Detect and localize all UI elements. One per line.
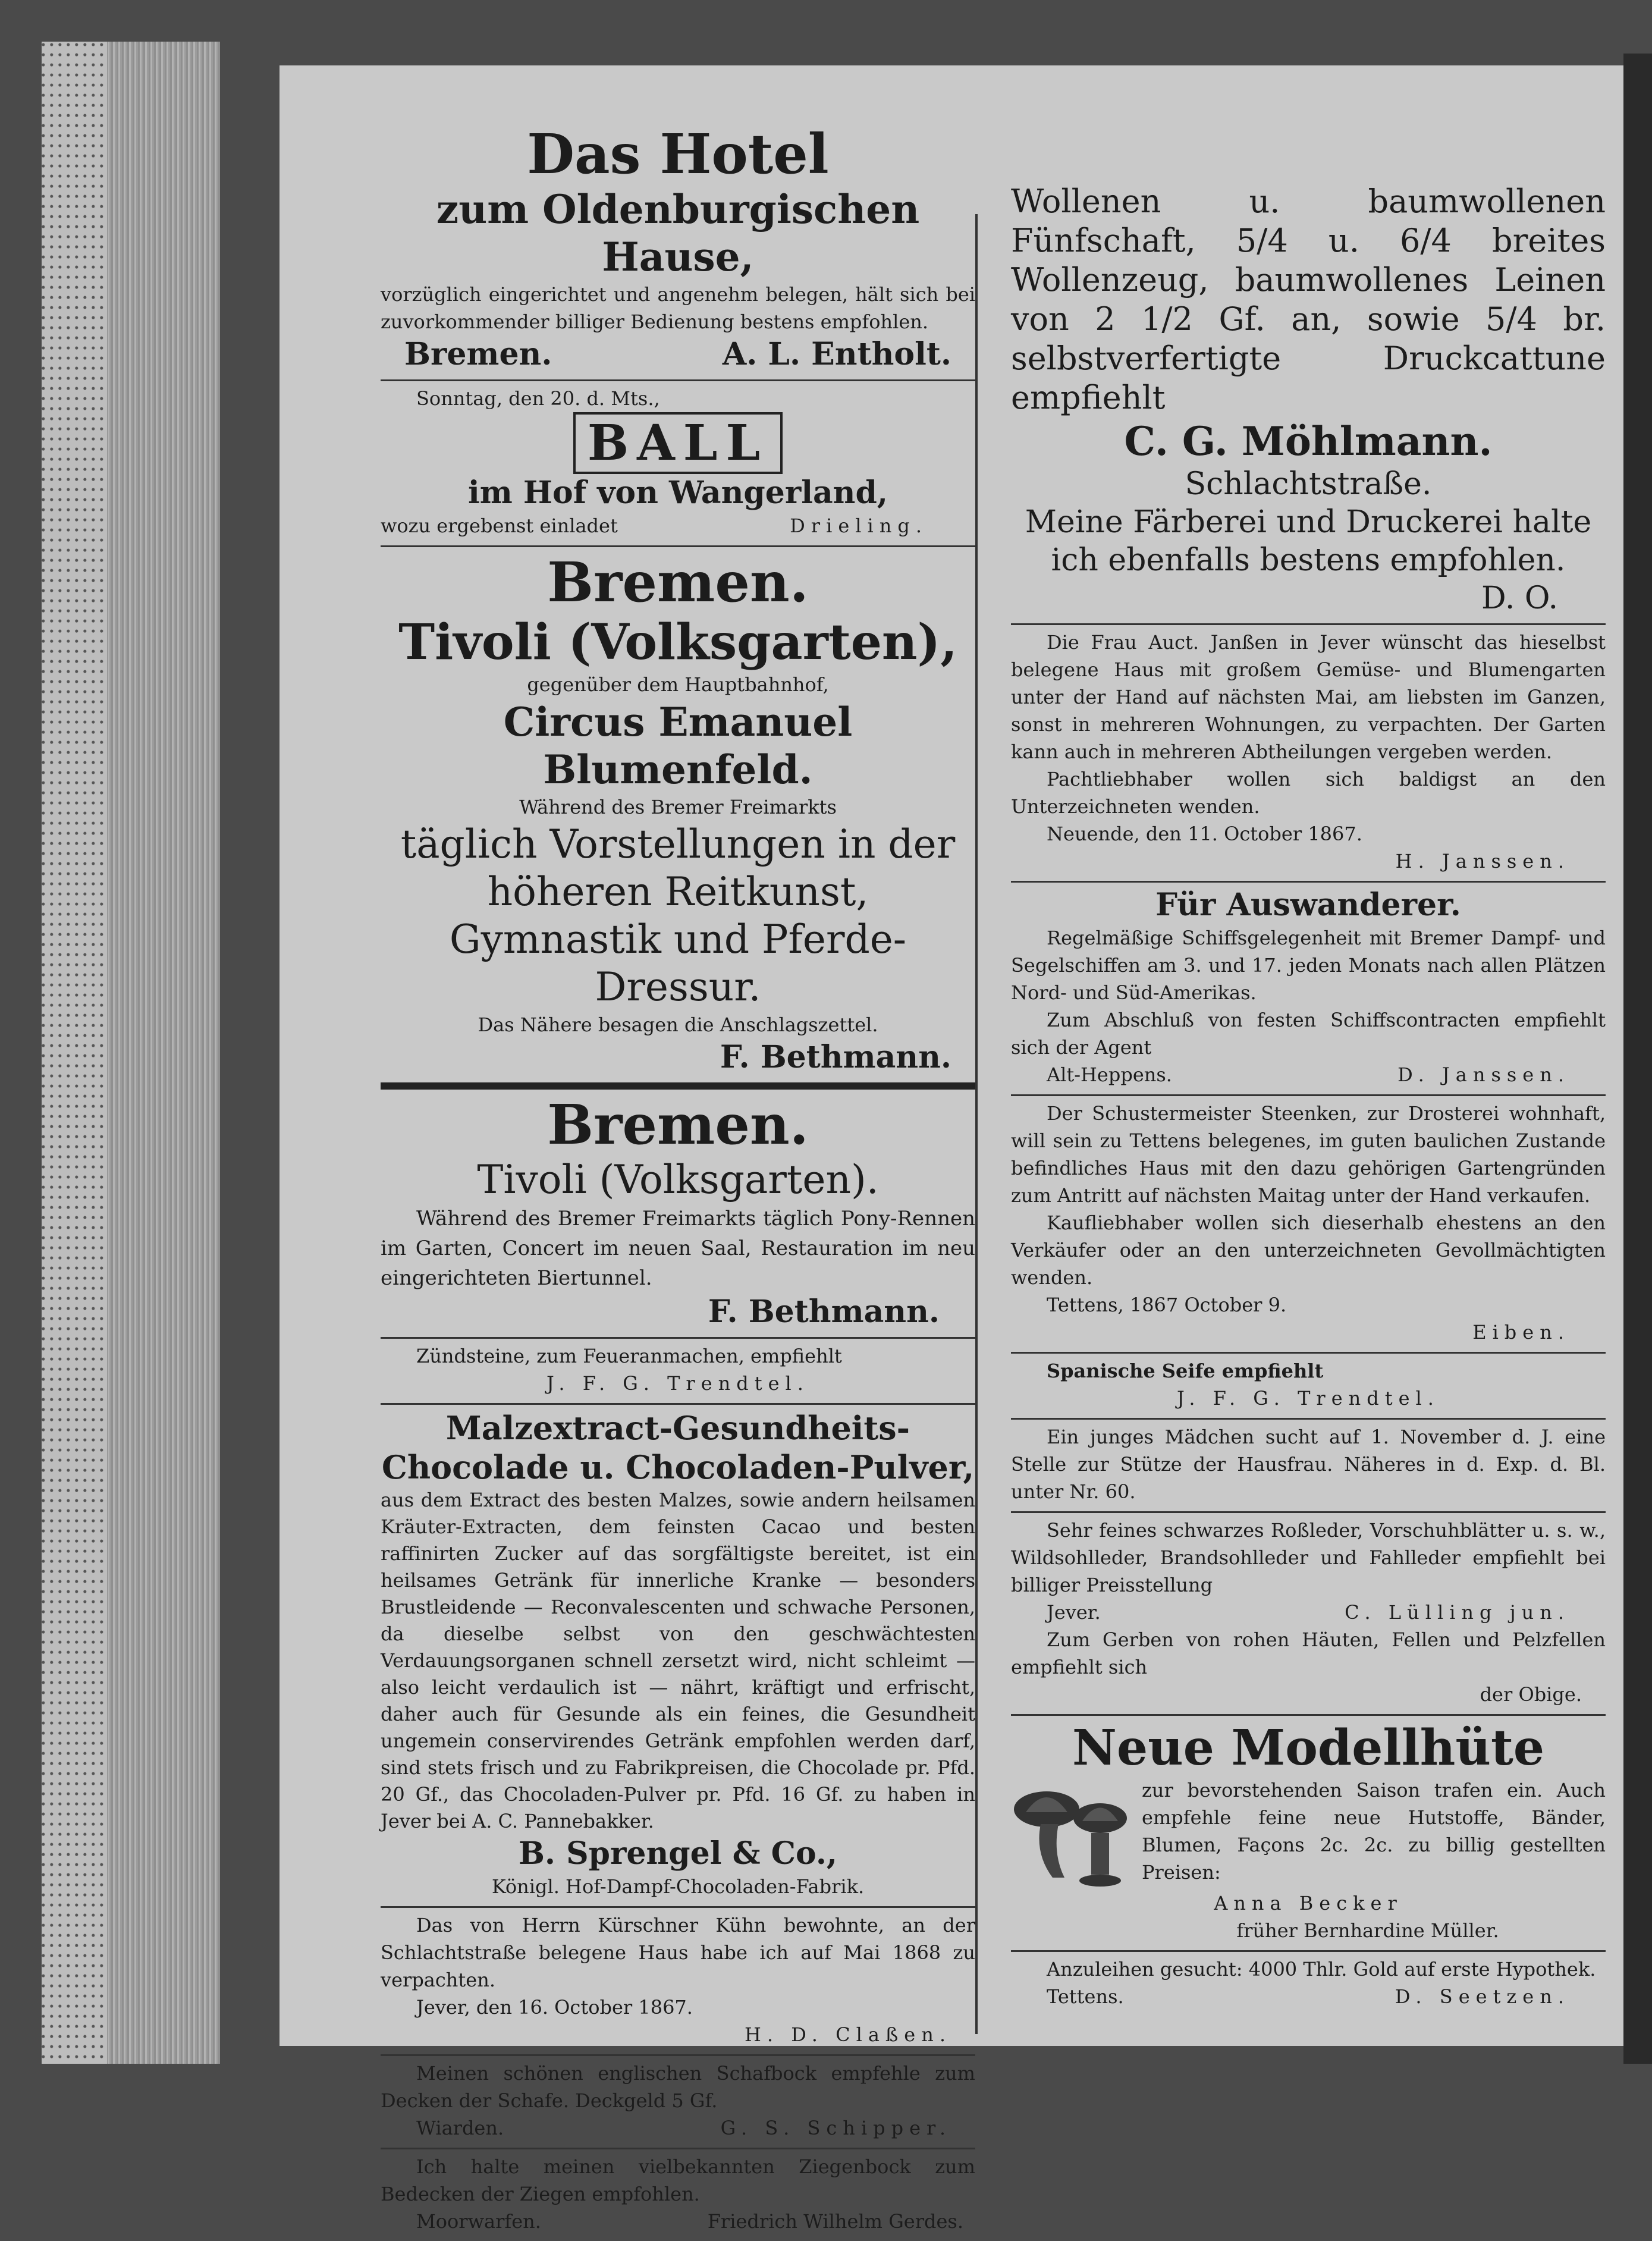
ad-shows: täglich Vorstellungen in der höheren Reitkunst, Gymnastik und Pferde-Dressur. xyxy=(400,821,956,1010)
ad-city: Bremen. xyxy=(547,1093,809,1157)
ad-date: Jever, den 16. October 1867. xyxy=(416,1996,693,2019)
ad-moehlmann xyxy=(1011,178,1606,625)
ad-body: aus dem Extract des besten Malzes, sowie andern heilsamen Kräuter-Extracten, dem feinsten Cacao und besten raffinirten Zucker auf das sorgfältigste bereitet, ist ein heilsames Getränk für innerliche Kranke — besonders Brustleidende — Reconvalescenten und schwache Personen, da dieselbe selbst von den geschwächtesten Verdauungsorganen schnell zersetzt wird, nicht schleimt — also leicht verdaulich ist — nährt, kräftigt und erfrischt, daher auch für Gesunde als ein feines, die Gesundheit ungemein conservirendes Getränk empfohlen werden darf, sind stets frisch und zu Fabrikpreisen, die Chocolade pr. Pfd. 20 Gf., das Chocoladen-Pulver pr. Pfd. 16 Gf. zu haben in Jever bei A. C. Pannebakker. xyxy=(381,1489,975,1832)
ad-signature: Friedrich Wilhelm Gerdes. xyxy=(707,2210,963,2233)
ad-signature: F. Bethmann. xyxy=(708,1294,940,1330)
ad-street: Schlachtstraße. xyxy=(1185,466,1432,502)
ad-subtitle: im Hof von Wangerland, xyxy=(468,475,888,511)
ad-title: Tivoli (Volksgarten), xyxy=(398,614,957,671)
ad-during: Während des Bremer Freimarkts xyxy=(519,796,837,818)
ad-zuendsteine xyxy=(381,1339,975,1405)
ad-body: Die Frau Auct. Janßen in Jever wünscht das hieselbst belegene Haus mit großem Gemüse- und Blumengarten unter der Hand auf nächsten Mai, am liebsten im Ganzen, sonst in mehreren Wohnungen, zu verpachten. Der Garten kann auch in mehreren Abtheilungen vergeben werden. xyxy=(1011,631,1606,763)
ad-date: Neuende, den 11. October 1867. xyxy=(1047,823,1362,845)
ad-modellhuete xyxy=(1011,1716,1606,1952)
ad-place: Moorwarfen. xyxy=(416,2210,541,2233)
ad-firm-sub: Königl. Hof-Dampf-Chocoladen-Fabrik. xyxy=(491,1875,865,1898)
ad-luelling xyxy=(1011,1513,1606,1716)
ad-body: Regelmäßige Schiffsgelegenheit mit Bremer Dampf- und Segelschiffen am 3. und 17. jeden Monats nach allen Plätzen Nord- und Süd-Amerikas. xyxy=(1011,927,1606,1004)
ad-body-2: Zum Abschluß von festen Schiffscontracten empfiehlt sich der Agent xyxy=(1011,1009,1606,1059)
ad-signature: J. F. G. Trendtel. xyxy=(547,1372,809,1395)
ad-body: Ich halte meinen vielbekannten Ziegenbock zum Bedecken der Ziegen empfohlen. xyxy=(381,2155,975,2205)
book-cover xyxy=(42,42,107,2064)
ad-firm: B. Sprengel & Co., xyxy=(518,1835,838,1872)
ad-signature: C. Lülling jun. xyxy=(1345,1601,1570,1624)
ad-signature: Anna Becker xyxy=(1214,1892,1403,1914)
ad-body: Wollenen u. baumwollenen Fünfschaft, 5/4 u. 6/4 breites Wollenzeug, baumwollenes Leinen von 2 1/2 Gf. an, sowie 5/4 br. selbstverfertigte Druckcattune empfiehlt xyxy=(1011,183,1606,416)
ad-haus-kuehn xyxy=(381,1908,975,2056)
ad-ball xyxy=(381,381,975,547)
ad-body-2: Pachtliebhaber wollen sich baldigst an den Unterzeichneten wenden. xyxy=(1011,768,1606,818)
facing-page-edge xyxy=(1623,54,1652,2064)
ad-body: Das von Herrn Kürschner Kühn bewohnte, an der Schlachtstraße belegene Haus habe ich auf Mai 1868 zu verpachten. xyxy=(381,1914,975,1991)
column-divider xyxy=(975,214,978,2034)
ad-tivoli-circus xyxy=(381,547,975,1090)
ad-city: Bremen. xyxy=(547,550,809,614)
ad-maedchen xyxy=(1011,1420,1606,1513)
right-column xyxy=(1011,178,1606,2016)
ad-signature-2: früher Bernhardine Müller. xyxy=(1236,1919,1499,1942)
ad-auswanderer xyxy=(1011,883,1606,1096)
ad-signature-2: der Obige. xyxy=(1480,1683,1582,1706)
ad-janssen-garten xyxy=(1011,625,1606,883)
ad-subtitle: gegenüber dem Hauptbahnhof, xyxy=(527,673,829,696)
ad-place: Wiarden. xyxy=(416,2117,504,2139)
ad-signature: H. Janssen. xyxy=(1395,850,1570,872)
ad-circus-name: Circus Emanuel Blumenfeld. xyxy=(503,699,853,793)
ad-title: Malzextract-Gesundheits-Chocolade u. Chocoladen-Pulver, xyxy=(381,1409,975,1486)
ad-signature: G. S. Schipper. xyxy=(720,2117,951,2139)
ad-date: Sonntag, den 20. d. Mts., xyxy=(416,387,660,410)
ad-signature: D. Janssen. xyxy=(1397,1063,1570,1086)
ad-signature: Drieling. xyxy=(790,514,928,537)
ad-body: zur bevorstehenden Saison trafen ein. Auch empfehle feine neue Hutstoffe, Bänder, Blumen, Façons 2c. 2c. zu billig gestellten Preisen: xyxy=(1142,1779,1606,1884)
left-column xyxy=(381,119,975,2241)
ad-place: Tettens. xyxy=(1047,1985,1124,2008)
ad-signature: C. G. Möhlmann. xyxy=(1124,418,1493,464)
ad-note: Das Nähere besagen die Anschlagszettel. xyxy=(478,1013,878,1036)
ad-body-2: Kaufliebhaber wollen sich dieserhalb ehestens an den Verkäufer oder an den unterzeichneten Gevollmächtigten wenden. xyxy=(1011,1211,1606,1289)
ad-initials: D. O. xyxy=(1481,580,1558,616)
ad-title: Das Hotel xyxy=(527,122,829,186)
ad-title: BALL xyxy=(573,412,783,474)
ad-subtitle: zum Oldenburgischen Hause, xyxy=(436,186,920,280)
ad-malzextract xyxy=(381,1405,975,1908)
ad-steenken xyxy=(1011,1096,1606,1354)
ad-body: vorzüglich eingerichtet und angenehm belegen, hält sich bei zuvorkommender billiger Bedienung bestens empfohlen. xyxy=(381,283,975,333)
ad-body: Ein junges Mädchen sucht auf 1. November d. J. eine Stelle zur Stütze der Hausfrau. Näheres in d. Exp. d. Bl. unter Nr. 60. xyxy=(1011,1426,1606,1503)
ad-tivoli-freimarkt xyxy=(381,1090,975,1339)
ad-place: Alt-Heppens. xyxy=(1047,1063,1172,1086)
ad-signature: F. Bethmann. xyxy=(720,1039,951,1075)
ad-body: Zündsteine, zum Feueranmachen, empfiehlt xyxy=(416,1345,842,1367)
ad-title: Tivoli (Volksgarten). xyxy=(477,1157,879,1203)
ad-hypothek xyxy=(1011,1952,1606,2016)
ad-hotel xyxy=(381,119,975,381)
ad-place: Bremen. xyxy=(404,336,552,372)
ad-body: Während des Bremer Freimarkts täglich Pony-Rennen im Garten, Concert im neuen Saal, Restauration im neu eingerichteten Biertunnel. xyxy=(381,1207,975,1290)
ad-title: Neue Modellhüte xyxy=(1072,1719,1544,1777)
ad-title: Für Auswanderer. xyxy=(1155,887,1461,923)
ad-body: Meinen schönen englischen Schafbock empfehle zum Decken der Schafe. Deckgeld 5 Gf. xyxy=(381,2062,975,2112)
ad-signature: Eiben. xyxy=(1472,1321,1570,1344)
ad-spanische-seife xyxy=(1011,1354,1606,1420)
ad-date: Tettens, 1867 October 9. xyxy=(1047,1294,1287,1316)
ad-signature: H. D. Claßen. xyxy=(745,2023,951,2046)
ad-place: Jever. xyxy=(1047,1601,1101,1624)
ad-body: Anzuleihen gesucht: 4000 Thlr. Gold auf erste Hypothek. xyxy=(1047,1958,1596,1981)
ad-signature: J. F. G. Trendtel. xyxy=(1177,1387,1440,1410)
ad-body: Spanische Seife empfiehlt xyxy=(1047,1360,1324,1382)
ad-body-2: Zum Gerben von rohen Häuten, Fellen und Pelzfellen empfiehlt sich xyxy=(1011,1628,1606,1678)
ad-body-2: Meine Färberei und Druckerei halte ich ebenfalls bestens empfohlen. xyxy=(1025,504,1592,578)
ad-ziegenbock xyxy=(381,2149,975,2241)
ad-body: Sehr feines schwarzes Roßleder, Vorschuhblätter u. s. w., Wildsohlleder, Brandsohlleder und Fahlleder empfiehlt bei billiger Preisstellung xyxy=(1011,1519,1606,1596)
ad-signature: A. L. Entholt. xyxy=(722,336,951,372)
hats-illustration-icon xyxy=(1011,1777,1136,1890)
ad-invite: wozu ergebenst einladet xyxy=(381,514,618,537)
ad-body: Der Schustermeister Steenken, zur Drosterei wohnhaft, will sein zu Tettens belegenes, im guten baulichen Zustande befindliches Haus mit den dazu gehörigen Gartengründen zum Antritt auf nächsten Maitag unter der Hand verkaufen. xyxy=(1011,1102,1606,1207)
ad-signature: D. Seetzen. xyxy=(1395,1985,1570,2008)
ad-schafbock xyxy=(381,2056,975,2149)
